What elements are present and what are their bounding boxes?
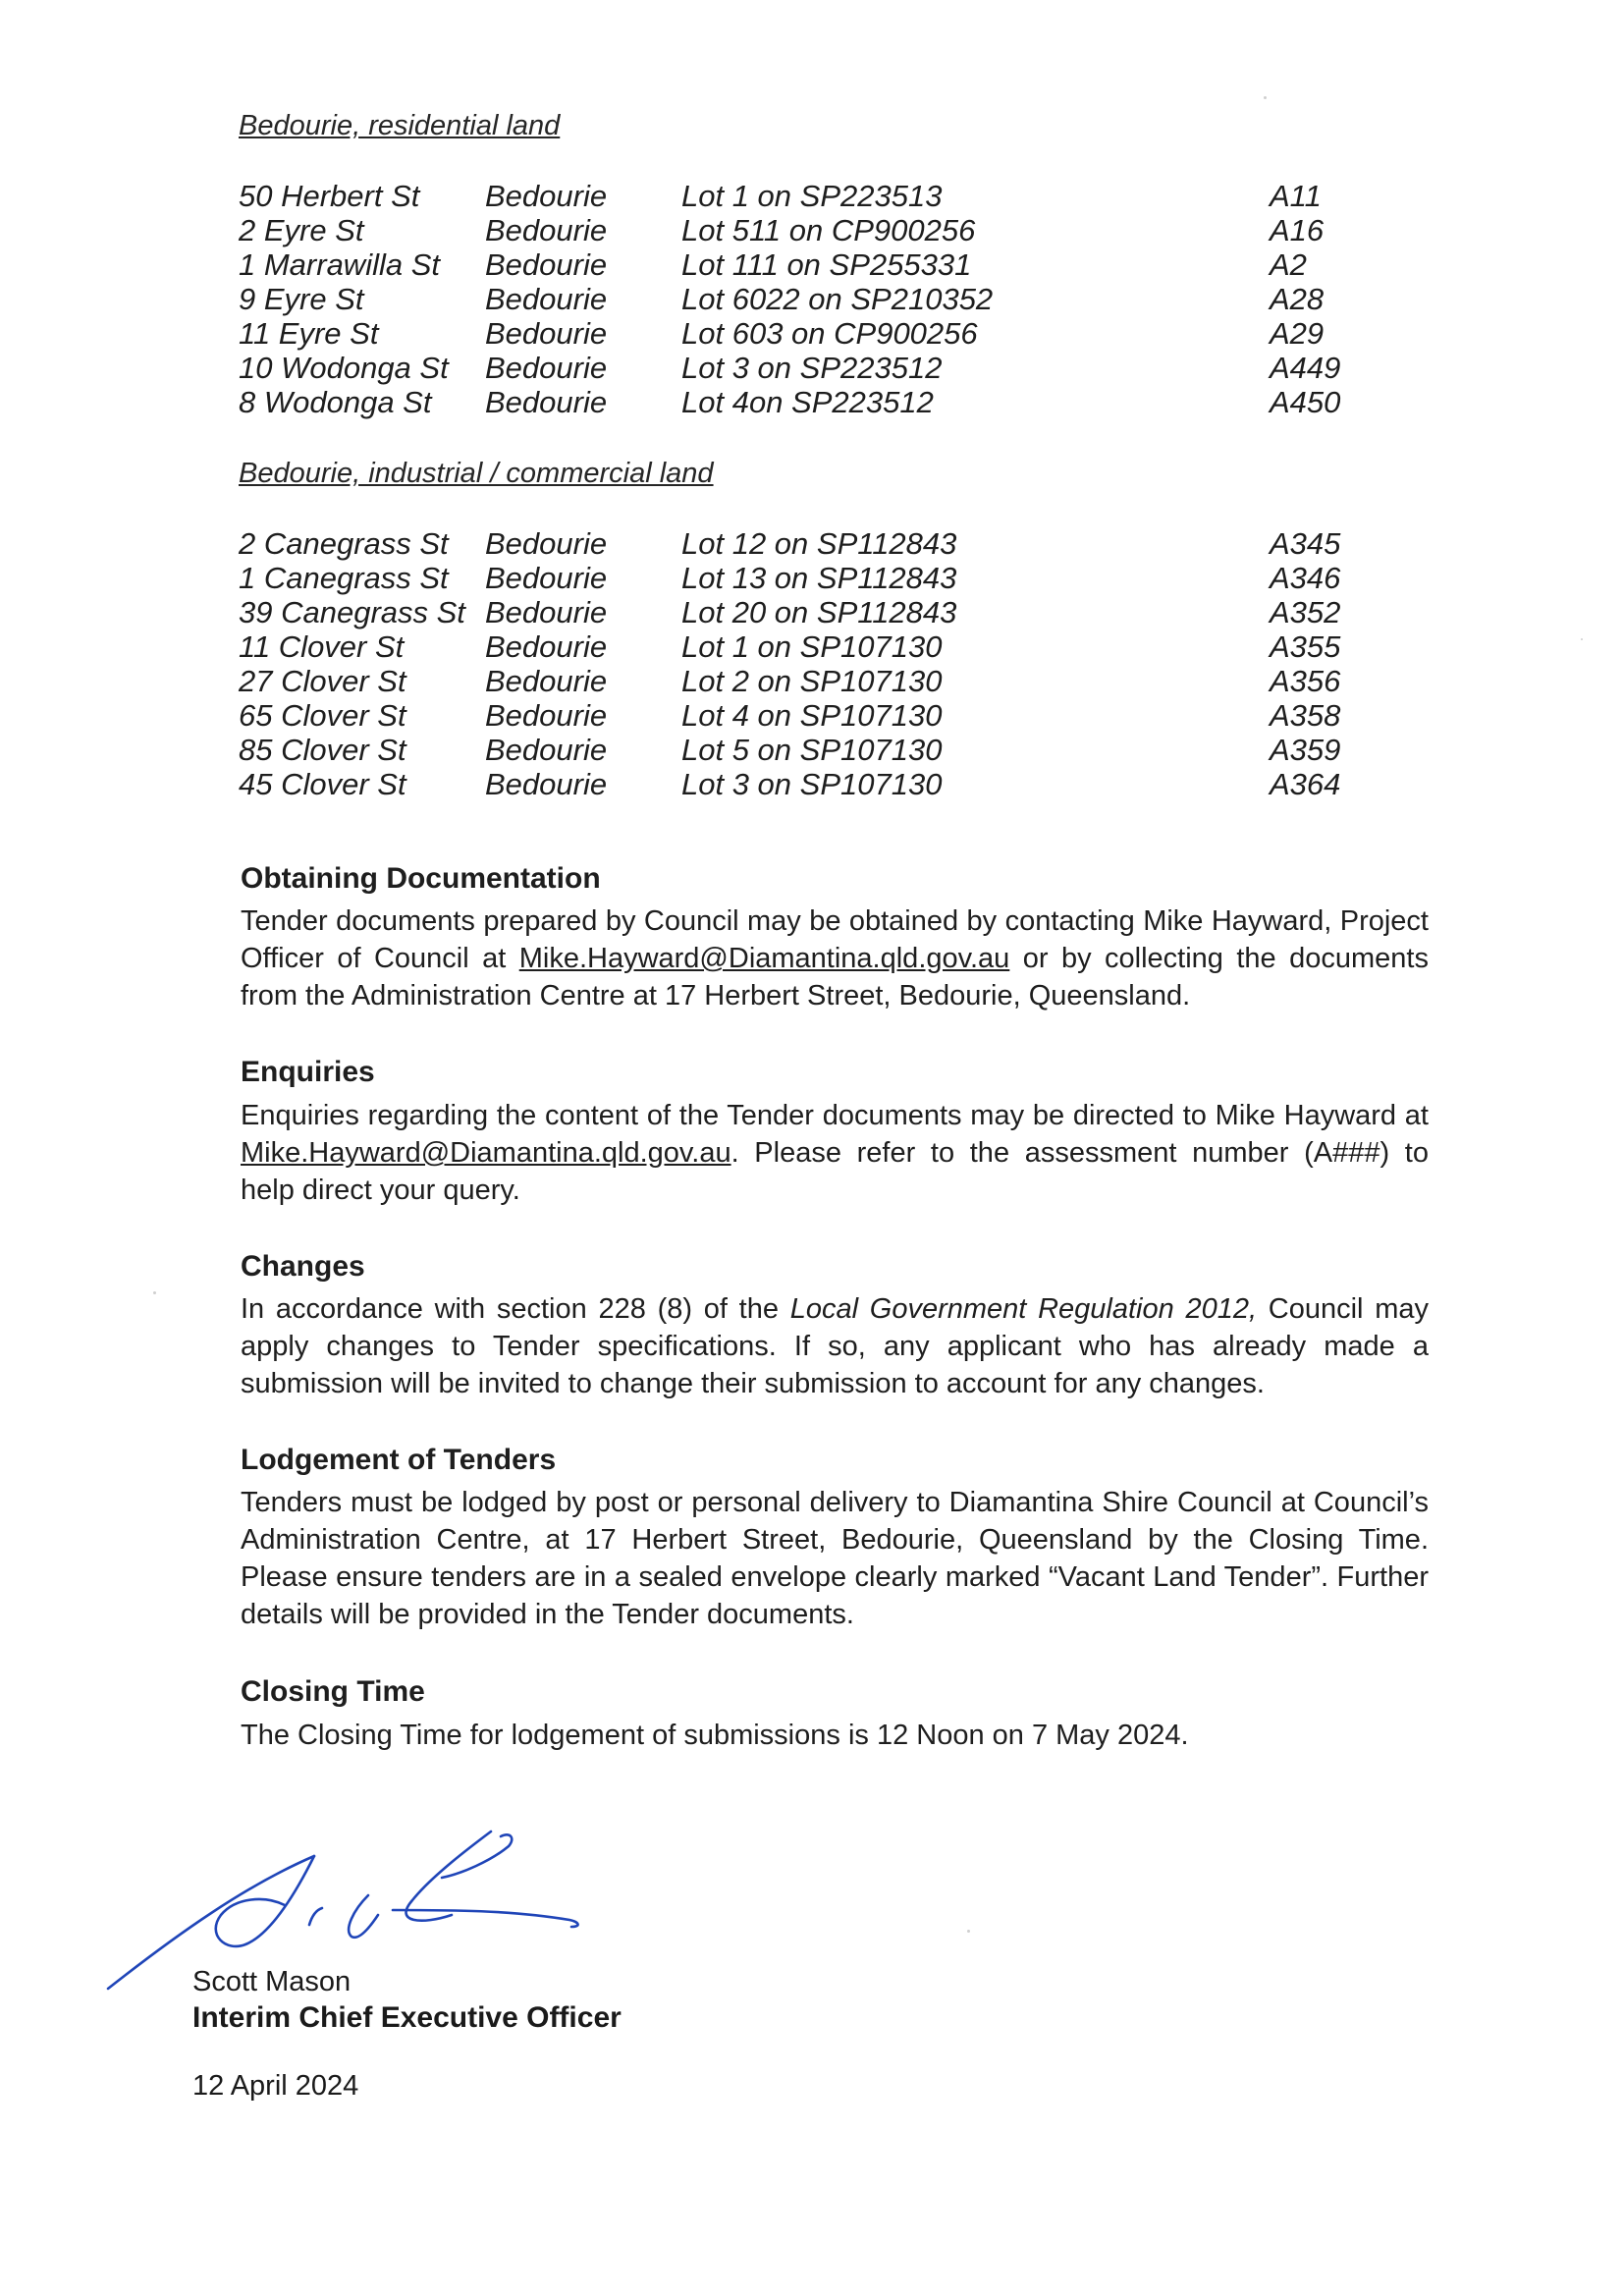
obtaining-documentation-paragraph — [241, 902, 1429, 1014]
land-lot: Lot 511 on CP900256 — [681, 213, 976, 247]
land-assessment: A356 — [1270, 664, 1341, 698]
land-assessment: A359 — [1270, 733, 1341, 767]
land-town: Bedourie — [485, 351, 608, 385]
land-address: 27 Clover St — [239, 664, 406, 698]
industrial-land-heading: Bedourie, industrial / commercial land — [239, 458, 714, 489]
land-assessment: A2 — [1270, 247, 1307, 282]
land-address: 85 Clover St — [239, 733, 406, 767]
land-row — [0, 351, 1623, 385]
land-row — [0, 629, 1623, 664]
land-row — [0, 561, 1623, 595]
paragraph-text: or by collecting the documents from the Administration Centre at 17 Herbert Street, Bedourie, Queensland. — [241, 943, 1429, 1011]
land-assessment: A352 — [1270, 595, 1341, 629]
land-lot: Lot 6022 on SP210352 — [681, 282, 994, 316]
land-town: Bedourie — [485, 179, 608, 213]
scan-speck — [153, 1291, 156, 1294]
residential-land-heading: Bedourie, residential land — [239, 110, 561, 141]
land-address: 11 Clover St — [239, 629, 405, 664]
land-assessment: A16 — [1270, 213, 1325, 247]
changes-heading: Changes — [241, 1250, 365, 1283]
paragraph-text: . Please refer to the assessment number (A###) to help direct your query. — [241, 1137, 1429, 1206]
land-row — [0, 526, 1623, 561]
land-lot: Lot 3 on SP223512 — [681, 351, 943, 385]
land-address: 9 Eyre St — [239, 282, 364, 316]
land-address: 11 Eyre St — [239, 316, 379, 351]
land-address: 10 Wodonga St — [239, 351, 449, 385]
lodgement-paragraph: Tenders must be lodged by post or personal delivery to Diamantina Shire Council at Council’s Administration Centre, at 17 Herbert Street, Bedourie, Queensland by the Closing Time. Please ensure tenders are in a sealed envelope clearly marked “Vacant Land Tender”. Further details will be provided in the Tender documents. — [241, 1487, 1429, 1630]
paragraph-text: Enquiries regarding the content of the Tender documents may be directed to Mike Hayward at — [241, 1100, 1429, 1131]
land-town: Bedourie — [485, 526, 608, 561]
signatory-title: Interim Chief Executive Officer — [192, 2001, 622, 2034]
enquiries-paragraph — [241, 1097, 1429, 1209]
land-lot: Lot 1 on SP107130 — [681, 629, 943, 664]
closing-time-paragraph: The Closing Time for lodgement of submissions is 12 Noon on 7 May 2024. — [241, 1720, 1189, 1751]
land-address: 1 Canegrass St — [239, 561, 449, 595]
paragraph-text: In accordance with section 228 (8) of the — [241, 1293, 790, 1325]
land-lot: Lot 4 on SP107130 — [681, 698, 943, 733]
land-row — [0, 282, 1623, 316]
land-assessment: A449 — [1270, 351, 1341, 385]
land-assessment: A11 — [1270, 179, 1322, 213]
handwritten-signature — [98, 1817, 609, 2013]
land-assessment: A346 — [1270, 561, 1341, 595]
scan-speck — [967, 1930, 970, 1933]
email-link[interactable]: Mike.Hayward@Diamantina.qld.gov.au — [518, 943, 1010, 974]
lodgement-heading: Lodgement of Tenders — [241, 1444, 557, 1476]
land-town: Bedourie — [485, 664, 608, 698]
land-lot: Lot 4on SP223512 — [681, 385, 934, 419]
signatory-name: Scott Mason — [192, 1966, 352, 1997]
land-row — [0, 698, 1623, 733]
land-lot: Lot 603 on CP900256 — [681, 316, 978, 351]
email-link[interactable]: Mike.Hayward@Diamantina.qld.gov.au — [241, 1137, 731, 1169]
land-address: 1 Marrawilla St — [239, 247, 440, 282]
land-town: Bedourie — [485, 282, 608, 316]
land-address: 65 Clover St — [239, 698, 406, 733]
enquiries-heading: Enquiries — [241, 1056, 375, 1088]
land-address: 8 Wodonga St — [239, 385, 432, 419]
land-assessment: A355 — [1270, 629, 1341, 664]
land-row — [0, 664, 1623, 698]
land-address: 2 Eyre St — [239, 213, 364, 247]
land-row — [0, 733, 1623, 767]
land-town: Bedourie — [485, 561, 608, 595]
land-address: 39 Canegrass St — [239, 595, 465, 629]
land-row — [0, 316, 1623, 351]
land-address: 45 Clover St — [239, 767, 406, 801]
obtaining-documentation-heading: Obtaining Documentation — [241, 862, 601, 895]
land-town: Bedourie — [485, 595, 608, 629]
land-lot: Lot 111 on SP255331 — [681, 247, 972, 282]
land-row — [0, 213, 1623, 247]
scan-speck — [1581, 638, 1583, 640]
land-row — [0, 247, 1623, 282]
land-address: 2 Canegrass St — [239, 526, 449, 561]
land-assessment: A28 — [1270, 282, 1325, 316]
land-row — [0, 179, 1623, 213]
land-assessment: A345 — [1270, 526, 1341, 561]
land-town: Bedourie — [485, 385, 608, 419]
land-town: Bedourie — [485, 629, 608, 664]
regulation-title: Local Government Regulation 2012, — [789, 1293, 1258, 1325]
paragraph-text: Council may apply changes to Tender specifications. If so, any applicant who has already made a submission will be invited to change their submission to account for any changes. — [241, 1293, 1429, 1399]
land-lot: Lot 1 on SP223513 — [681, 179, 943, 213]
land-row — [0, 595, 1623, 629]
land-assessment: A364 — [1270, 767, 1341, 801]
land-town: Bedourie — [485, 316, 608, 351]
land-lot: Lot 13 on SP112843 — [681, 561, 957, 595]
land-town: Bedourie — [485, 733, 608, 767]
land-row — [0, 767, 1623, 801]
land-lot: Lot 20 on SP112843 — [681, 595, 957, 629]
paragraph-text: Tender documents prepared by Council may be obtained by contacting Mike Hayward, Project Officer of Council at — [241, 905, 1429, 974]
land-lot: Lot 2 on SP107130 — [681, 664, 943, 698]
land-town: Bedourie — [485, 247, 608, 282]
land-assessment: A358 — [1270, 698, 1341, 733]
signoff-date: 12 April 2024 — [192, 2070, 359, 2102]
land-lot: Lot 12 on SP112843 — [681, 526, 957, 561]
land-town: Bedourie — [485, 698, 608, 733]
land-address: 50 Herbert St — [239, 179, 420, 213]
land-row — [0, 385, 1623, 419]
changes-paragraph — [241, 1290, 1429, 1402]
land-lot: Lot 5 on SP107130 — [681, 733, 943, 767]
closing-time-heading: Closing Time — [241, 1675, 425, 1708]
land-assessment: A29 — [1270, 316, 1325, 351]
scan-speck — [1264, 96, 1267, 99]
land-lot: Lot 3 on SP107130 — [681, 767, 943, 801]
land-town: Bedourie — [485, 213, 608, 247]
land-assessment: A450 — [1270, 385, 1341, 419]
land-town: Bedourie — [485, 767, 608, 801]
